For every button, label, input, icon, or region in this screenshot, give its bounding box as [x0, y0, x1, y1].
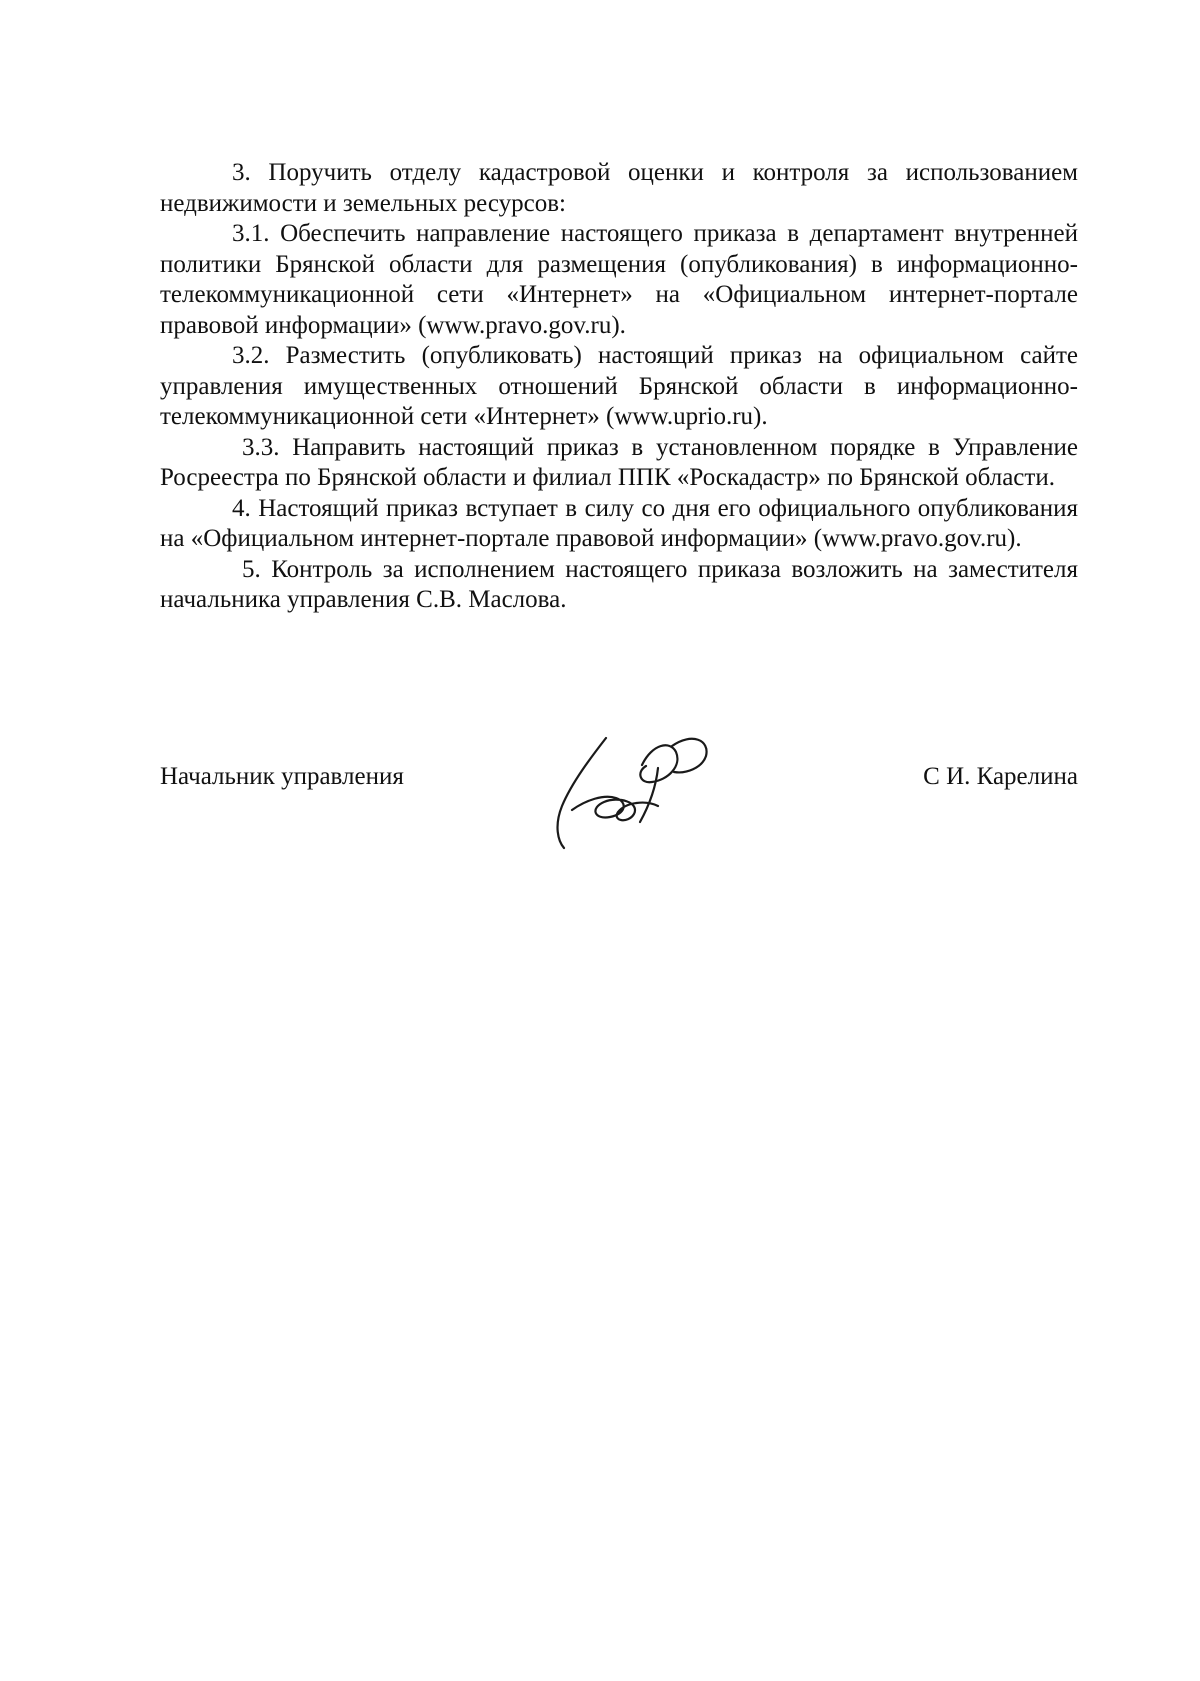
signer-position: Начальник управления: [160, 763, 404, 790]
paragraph-item-5: 5. Контроль за исполнением настоящего приказа возложить на заместителя начальника управления С.В. Маслова.: [160, 555, 1078, 613]
paragraph-item-3-2: 3.2. Разместить (опубликовать) настоящий приказ на официальном сайте управления имущественных отношений Брянской области в информационно-телекоммуникационной сети «Интернет» (www.uprio.ru).: [160, 342, 1078, 430]
paragraph-item-3: 3. Поручить отделу кадастровой оценки и контроля за использованием недвижимости и земельных ресурсов:: [160, 159, 1078, 217]
paragraph-item-3-3: 3.3. Направить настоящий приказ в установленном порядке в Управление Росреестра по Брянской области и филиал ППК «Роскадастр» по Брянской области.: [160, 433, 1078, 491]
document-body: [160, 158, 1078, 616]
signer-name: С И. Карелина: [923, 763, 1078, 790]
paragraph-item-4: 4. Настоящий приказ вступает в силу со дня его официального опубликования на «Официальном интернет-портале правовой информации» (www.pravo.gov.ru).: [160, 494, 1078, 552]
handwritten-signature: [548, 718, 728, 850]
paragraph-item-3-1: 3.1. Обеспечить направление настоящего приказа в департамент внутренней политики Брянской области для размещения (опубликования) в информационно-телекоммуникационной сети «Интернет» на «Официальном интернет-портале правовой информации» (www.pravo.gov.ru).: [160, 220, 1078, 339]
